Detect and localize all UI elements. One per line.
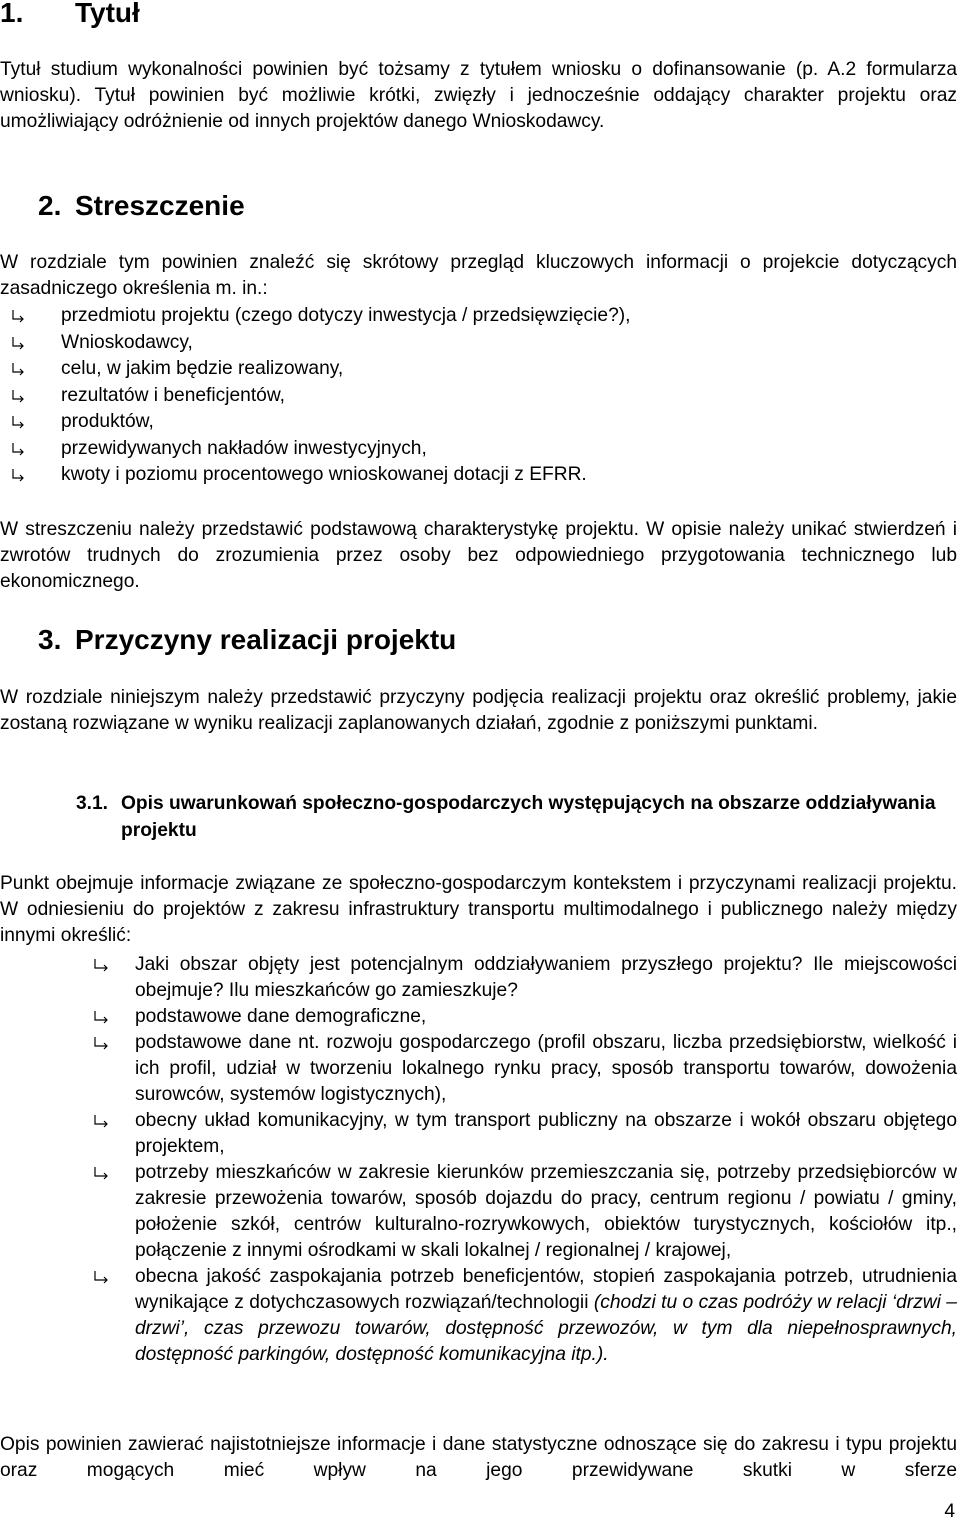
subsection-3-1-closing: Opis powinien zawierać najistotniejsze informacje i dane statystyczne odnoszące się do zakresu i typu projektu oraz mogących mieć wpływ na jego przewidywane skutki w sferze <box>0 1434 957 1481</box>
section-1-paragraph: Tytuł studium wykonalności powinien być tożsamy z tytułem wniosku o dofinansowanie (p. A.2 formularza wniosku). Tytuł powinien być możliwie krótki, zwięzły i jednocześnie oddający charakter projektu oraz umożliwiający odróżnienie od innych projektów danego Wnioskodawcy. <box>0 59 957 132</box>
list-item <box>0 356 950 383</box>
list-item <box>0 330 950 357</box>
list-item <box>0 462 950 489</box>
hook-arrow-right-icon <box>10 409 26 435</box>
list-item-text: obecny układ komunikacyjny, w tym transport publiczny na obszarze i wokół obszaru objętego projektem, <box>135 1110 957 1157</box>
list-item-text: podstawowe dane nt. rozwoju gospodarczego (profil obszaru, liczba przedsiębiorstw, wielkość i ich profil, udział w tworzeniu lokalnego rynku pracy, sposób transportu towarów, dowożenia surowców, systemów logistycznych), <box>135 1032 957 1105</box>
list-item-text: Wnioskodawcy, <box>61 331 193 353</box>
list-item-italic-note: (chodzi tu o czas podróży w relacji ‘drzwi – drzwi’, czas przewozu towarów, dostępność przewozów, w tym dla niepełnosprawnych, dostępność parkingów, dostępność komunikacyjna itp.). <box>135 1292 957 1365</box>
subsection-title: Opis uwarunkowań społeczno-gospodarczych występujących na obszarze oddziaływania projektu <box>121 793 936 841</box>
hook-arrow-right-icon <box>92 1108 110 1134</box>
list-item-text: Jaki obszar objęty jest potencjalnym oddziaływaniem przyszłego projektu? Ile miejscowości obejmuje? Ilu mieszkańców go zamieszkuje? <box>135 954 957 1001</box>
hook-arrow-right-icon <box>10 462 26 488</box>
list-item <box>0 1004 957 1030</box>
section-number: 1. <box>0 0 24 28</box>
hook-arrow-right-icon <box>92 952 110 978</box>
subsection-3-1-heading <box>76 790 956 844</box>
hook-arrow-right-icon <box>10 436 26 462</box>
list-item <box>0 383 950 410</box>
page-number: 4 <box>944 1501 955 1522</box>
list-item <box>0 1030 957 1108</box>
list-item <box>0 1108 957 1160</box>
list-item <box>0 409 950 436</box>
summary-items-list <box>0 303 950 489</box>
section-2-intro: W rozdziale tym powinien znaleźć się skrótowy przegląd kluczowych informacji o projekcie dotyczących zasadniczego określenia m. in.: <box>0 252 957 299</box>
section-1-heading <box>0 0 140 29</box>
list-item-text: celu, w jakim będzie realizowany, <box>61 358 344 379</box>
list-item <box>0 303 950 330</box>
section-2-closing: W streszczeniu należy przedstawić podstawową charakterystykę projektu. W opisie należy unikać stwierdzeń i zwrotów trudnych do zrozumienia przez osoby bez odpowiedniego przygotowania technicznego lub ekonomicznego. <box>0 519 957 592</box>
requirements-list <box>0 952 957 1368</box>
section-3-paragraph: W rozdziale niniejszym należy przedstawić przyczyny podjęcia realizacji projektu oraz określić problemy, jakie zostaną rozwiązane w wyniku realizacji zaplanowanych działań, zgodnie z poniższymi punktami. <box>0 687 957 734</box>
list-item-text: rezultatów i beneficjentów, <box>61 384 285 406</box>
list-item-text: potrzeby mieszkańców w zakresie kierunków przemieszczania się, potrzeby przedsiębiorców w zakresie przewożenia towarów, sposób dojazdu do pracy, centrum regionu / powiatu / gminy, położenie szkół, centrów kulturalno-rozrywkowych, obiektów turystycznych, kościołów itp., połączenie z innymi ośrodkami w skali lokalnej / regionalnej / krajowej, <box>135 1162 957 1261</box>
section-number: 2. <box>38 190 62 221</box>
hook-arrow-right-icon <box>92 1160 110 1186</box>
section-title: Tytuł <box>75 0 140 28</box>
hook-arrow-right-icon <box>10 330 26 356</box>
section-title: Streszczenie <box>75 190 245 221</box>
list-item-text: kwoty i poziomu procentowego wnioskowanej dotacji z EFRR. <box>61 464 587 485</box>
section-2-heading <box>38 190 245 222</box>
subsection-3-1-intro: Punkt obejmuje informacje związane ze społeczno-gospodarczym kontekstem i przyczynami realizacji projektu. W odniesieniu do projektów z zakresu infrastruktury transportu multimodalnego i publicznego należy między innymi określić: <box>0 873 957 946</box>
list-item <box>0 952 957 1004</box>
section-number: 3. <box>38 624 62 655</box>
list-item-text: podstawowe dane demograficzne, <box>135 1006 427 1027</box>
subsection-number: 3.1. <box>76 793 109 814</box>
list-item-text: obecna jakość zaspokajania potrzeb beneficjentów, stopień zaspokajania potrzeb, utrudnienia wynikające z dotychczasowych rozwiązań/technologii <box>135 1266 957 1313</box>
section-title: Przyczyny realizacji projektu <box>75 624 457 655</box>
list-item-text: przedmiotu projektu (czego dotyczy inwestycja / przedsięwzięcie?), <box>61 305 631 326</box>
hook-arrow-right-icon <box>92 1004 110 1030</box>
list-item <box>0 1264 957 1368</box>
hook-arrow-right-icon <box>10 356 26 382</box>
hook-arrow-right-icon <box>10 303 26 329</box>
list-item <box>0 436 950 463</box>
list-item-text: produktów, <box>61 411 154 432</box>
section-3-heading <box>38 624 456 656</box>
list-item-text: przewidywanych nakładów inwestycyjnych, <box>61 437 427 459</box>
hook-arrow-right-icon <box>92 1030 110 1056</box>
hook-arrow-right-icon <box>10 383 26 409</box>
hook-arrow-right-icon <box>92 1264 110 1290</box>
list-item <box>0 1160 957 1264</box>
